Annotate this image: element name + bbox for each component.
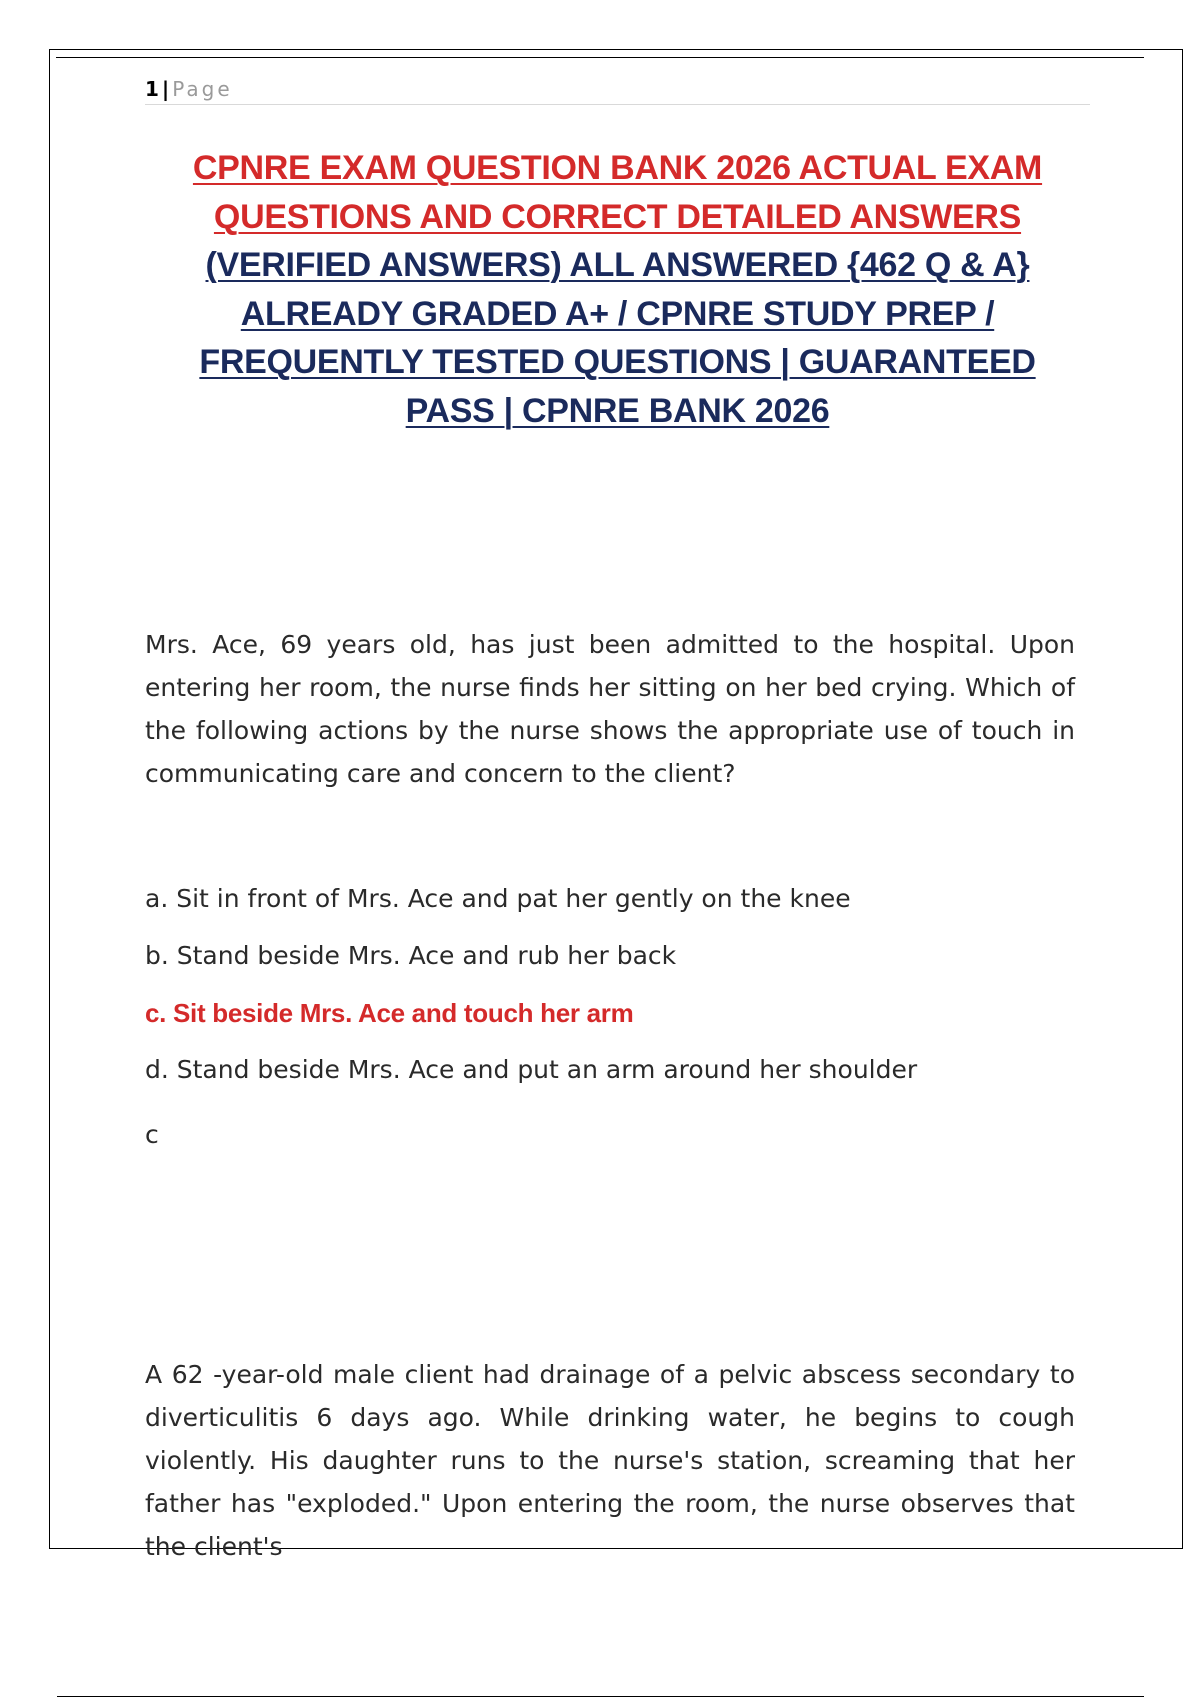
page-number: 1 [145, 77, 159, 101]
title-line-5: FREQUENTLY TESTED QUESTIONS | GUARANTEED [199, 343, 1036, 381]
document-title [150, 144, 1085, 435]
title-line-2: QUESTIONS AND CORRECT DETAILED ANSWERS [213, 197, 1022, 236]
question-1-stem: Mrs. Ace, 69 years old, has just been admitted to the hospital. Upon entering her room, the nurse finds her sitting on her bed crying. Which of the following actions by the nurse shows the appropriate use of touch in communicating care and concern to the client? [145, 630, 1075, 788]
title-line-6: PASS | CPNRE BANK 2026 [405, 391, 830, 430]
question-1-option-d: d. Stand beside Mrs. Ace and put an arm around her shoulder [145, 1055, 918, 1084]
question-1-option-b: b. Stand beside Mrs. Ace and rub her back [145, 941, 677, 970]
title-line-1: CPNRE EXAM QUESTION BANK 2026 ACTUAL EXAM [192, 149, 1043, 187]
question-1-answer: c [145, 1120, 159, 1149]
question-1-option-a: a. Sit in front of Mrs. Ace and pat her gently on the knee [145, 884, 851, 913]
page-header [145, 76, 1090, 105]
title-line-3: (VERIFIED ANSWERS) ALL ANSWERED {462 Q & A} [205, 246, 1030, 284]
title-line-4: ALREADY GRADED A+ / CPNRE STUDY PREP / [240, 294, 995, 333]
page-separator: | [161, 77, 170, 101]
question-2-container [145, 1353, 1075, 1563]
question-2-stem: A 62 -year-old male client had drainage of a pelvic abscess secondary to diverticulitis 6 days ago. While drinking water, he begins to cough violently. His daughter runs to the nurse's station, screaming that her father has "exploded." Upon entering the room, the nurse observes that the client's [145, 1360, 1075, 1561]
bottom-rule [57, 1696, 1144, 1697]
question-1-option-c-correct: c. Sit beside Mrs. Ace and touch her arm [145, 998, 634, 1028]
page-label: Page [172, 77, 233, 101]
